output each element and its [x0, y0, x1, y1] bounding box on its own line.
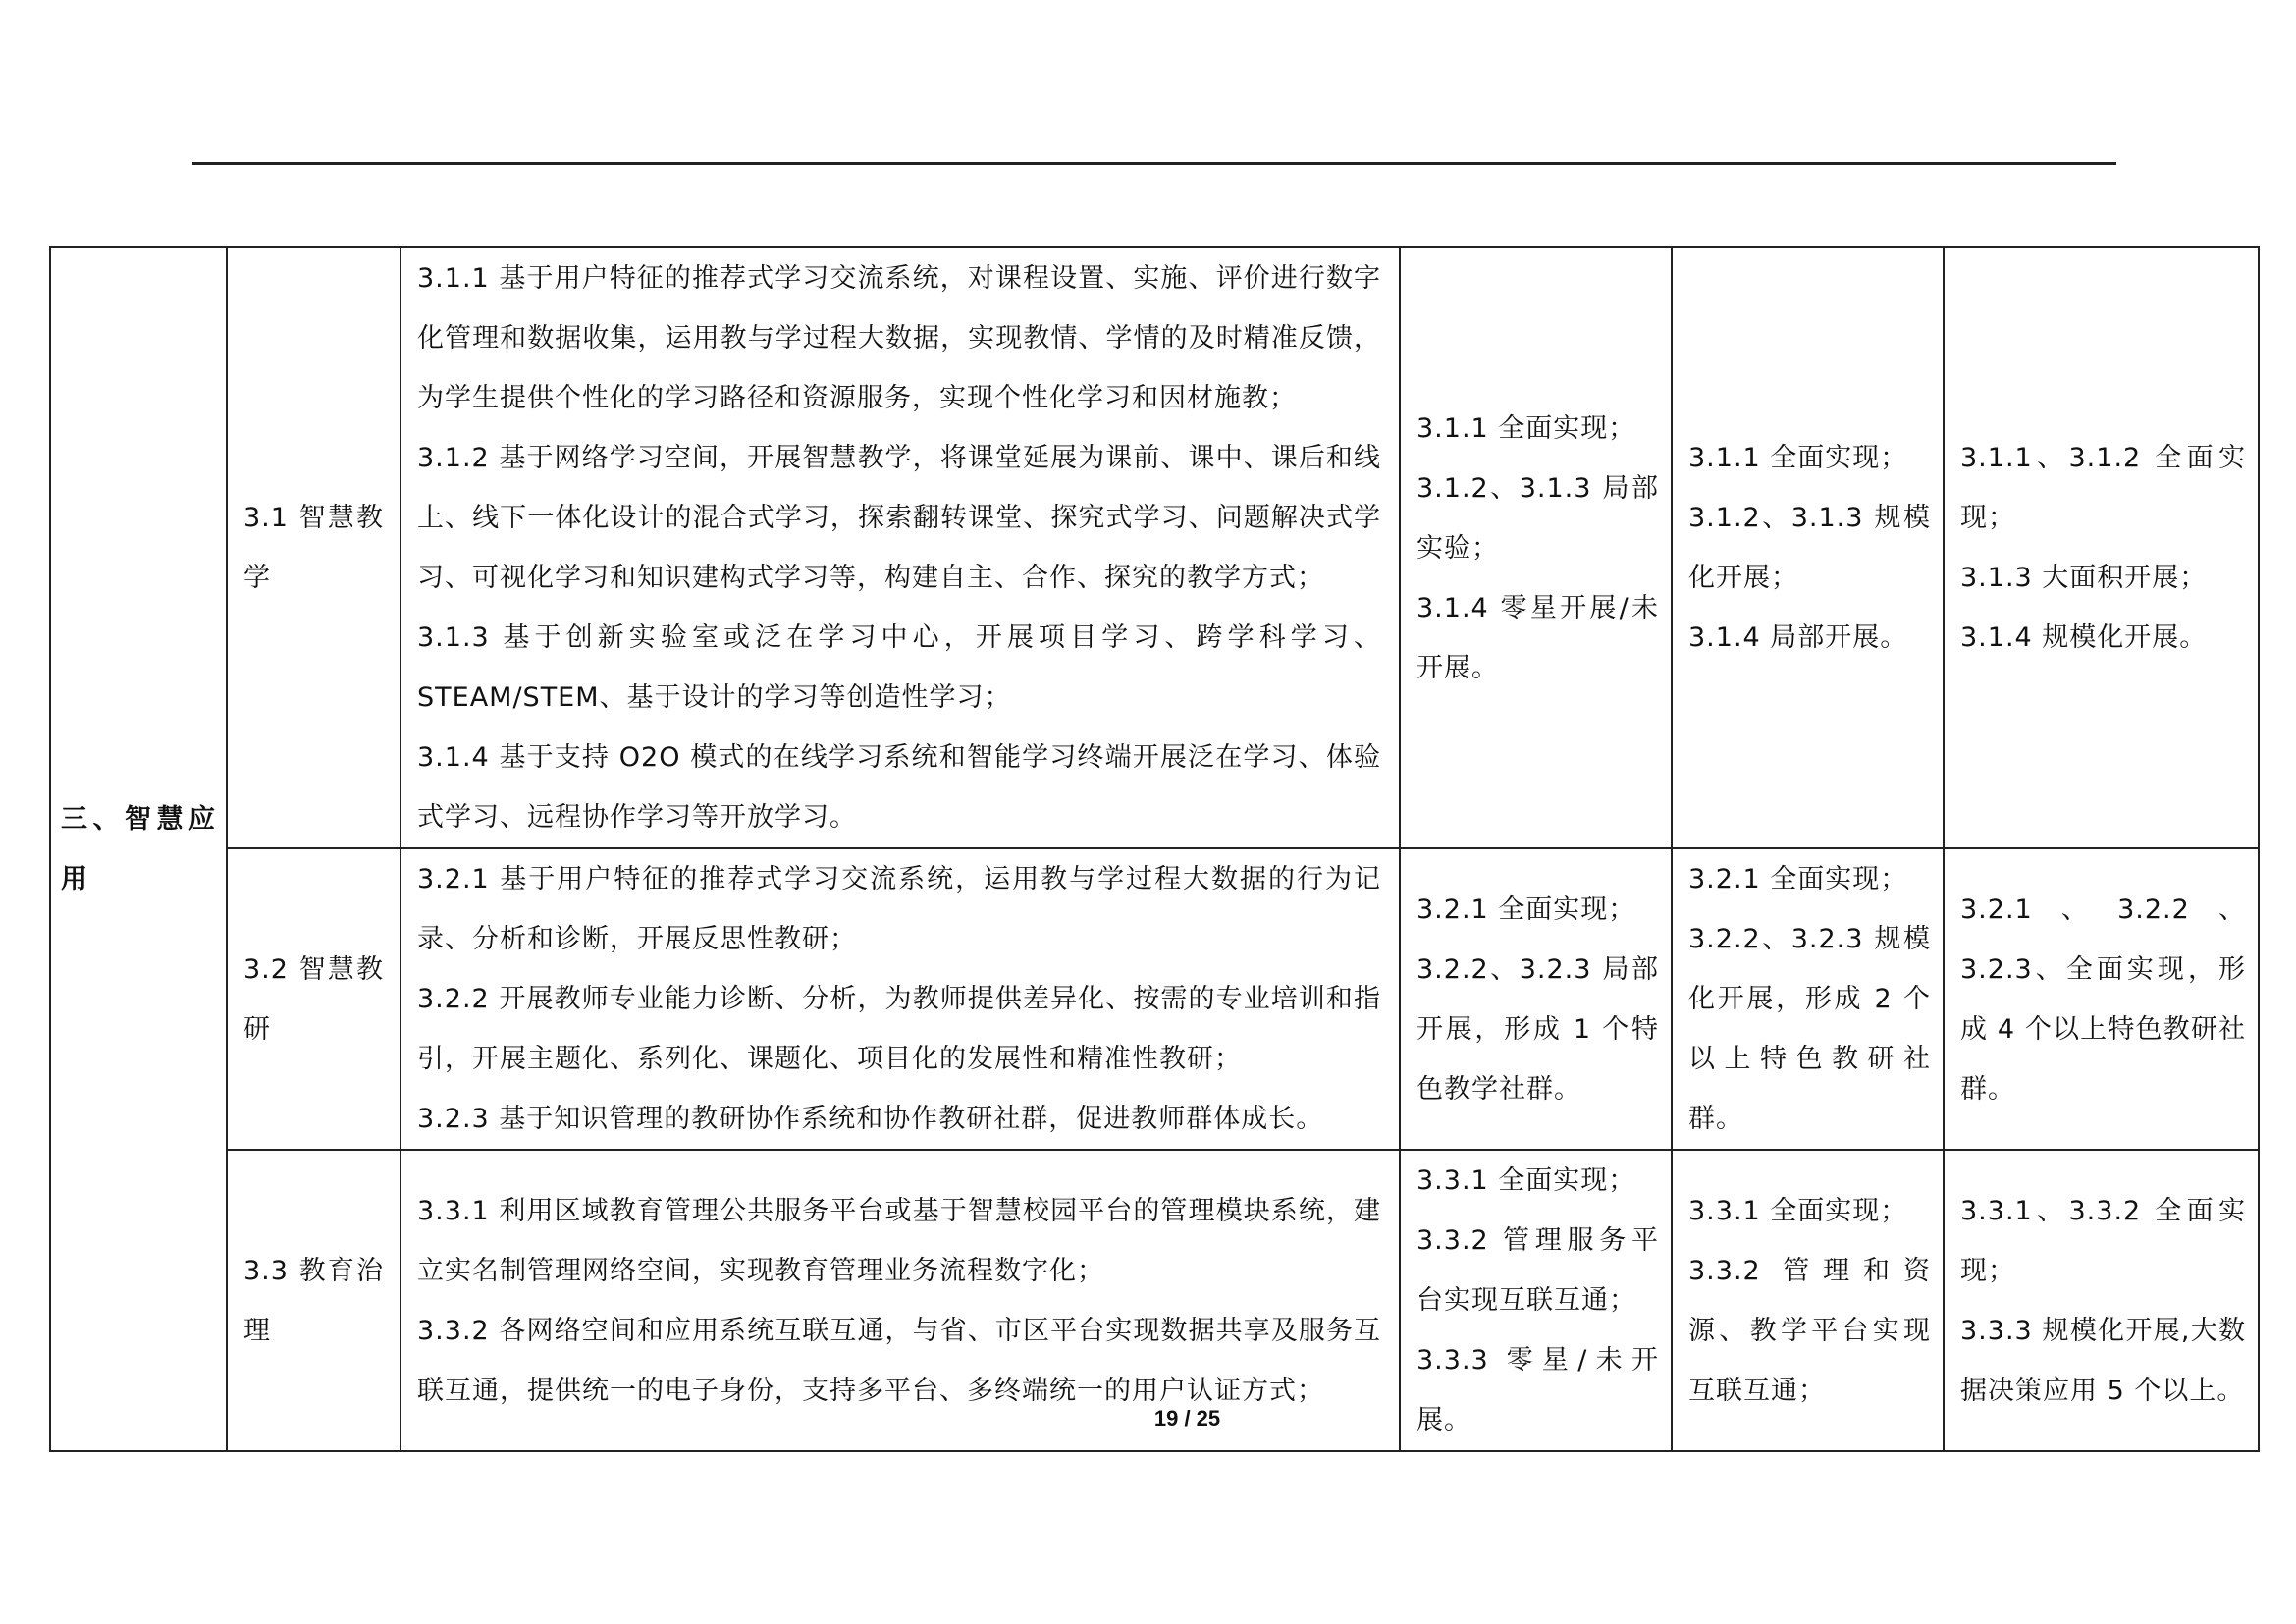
level-line: 3.1.4 局部开展。 [1688, 623, 1908, 653]
page-number: 19 / 25 [1153, 1406, 1221, 1431]
description-line: 3.2.1 基于用户特征的推荐式学习交流系统，运用教与学过程大数据的行为记录、分析和诊断，开展反思性教研； [417, 864, 1381, 954]
description-line: 3.3.1 利用区域教育管理公共服务平台或基于智慧校园平台的管理模块系统，建立实名制管理网络空间，实现教育管理业务流程数字化； [417, 1195, 1381, 1286]
level-line: 3.3.2 管理和资源、教学平台实现互联互通； [1688, 1255, 1931, 1406]
description-line: 3.1.1 基于用户特征的推荐式学习交流系统，对课程设置、实施、评价进行数字化管理和数据收集，运用教与学过程大数据，实现教情、学情的及时精准反馈，为学生提供个性化的学习路径和资源服务，实现个性化学习和因材施教； [417, 263, 1381, 413]
level1-cell [1400, 247, 1672, 848]
category-cell: 三、智慧应用 [50, 247, 227, 1451]
description-line: 3.1.4 基于支持 O2O 模式的在线学习系统和智能学习终端开展泛在学习、体验式学习、远程协作学习等开放学习。 [417, 742, 1381, 833]
description-line: 3.2.2 开展教师专业能力诊断、分析，为教师提供差异化、按需的专业培训和指引，开展主题化、系列化、课题化、项目化的发展性和精准性教研； [417, 984, 1381, 1074]
level-line: 3.2.2、3.2.3 局部开展，形成 1 个特色教学社群。 [1416, 953, 1659, 1105]
level-line: 3.1.2、3.1.3 规模化开展； [1688, 503, 1931, 593]
level1-cell [1400, 848, 1672, 1150]
description-cell [400, 848, 1400, 1150]
table-row [50, 247, 2259, 848]
level2-cell [1672, 848, 1944, 1150]
level3-cell [1944, 247, 2259, 848]
description-cell [400, 247, 1400, 848]
level-line: 3.1.3 大面积开展； [1960, 563, 2208, 593]
description-line: 3.1.2 基于网络学习空间，开展智慧教学，将课堂延展为课前、课中、课后和线上、线下一体化设计的混合式学习，探索翻转课堂、探究式学习、问题解决式学习、可视化学习和知识建构式学习等，构建自主、合作、探究的教学方式； [417, 443, 1381, 593]
header-rule [192, 162, 2116, 165]
level3-cell [1944, 848, 2259, 1150]
item-cell: 3.1 智慧教学 [227, 247, 400, 848]
level-line: 3.3.1 全面实现； [1416, 1165, 1636, 1196]
evaluation-table [49, 246, 2260, 1452]
description-line: 3.3.2 各网络空间和应用系统互联互通，与省、市区平台实现数据共享及服务互联互通，提供统一的电子身份，支持多平台、多终端统一的用户认证方式； [417, 1315, 1381, 1406]
level-line: 3.2.1 全面实现； [1416, 893, 1636, 925]
level-line: 3.3.1、3.3.2 全面实现； [1960, 1195, 2246, 1286]
level-line: 3.1.2、3.1.3 局部实验； [1416, 472, 1659, 564]
level-line: 3.1.1 全面实现； [1416, 412, 1636, 444]
level-line: 3.2.1 全面实现； [1688, 864, 1908, 894]
description-line: 3.2.3 基于知识管理的教研协作系统和协作教研社群，促进教师群体成长。 [417, 1104, 1324, 1134]
item-cell: 3.2 智慧教研 [227, 848, 400, 1150]
level-line: 3.3.3 零星/未开展。 [1416, 1345, 1659, 1435]
item-cell: 3.3 教育治理 [227, 1150, 400, 1451]
level-line: 3.2.2、3.2.3 规模化开展，形成 2 个以上特色教研社群。 [1688, 924, 1931, 1134]
level-line: 3.3.3 规模化开展,大数据决策应用 5 个以上。 [1960, 1315, 2246, 1406]
level-line: 3.2.1、3.2.2、3.2.3、全面实现，形成 4 个以上特色教研社群。 [1960, 893, 2246, 1105]
level-line: 3.1.4 零星开展/未开展。 [1416, 592, 1659, 683]
level-line: 3.1.1 全面实现； [1688, 443, 1908, 473]
table-row [50, 848, 2259, 1150]
level-line: 3.1.1、3.1.2 全面实现； [1960, 443, 2246, 533]
level-line: 3.3.1 全面实现； [1688, 1195, 1908, 1226]
level-line: 3.3.2 管理服务平台实现互联互通； [1416, 1225, 1659, 1316]
level2-cell [1672, 247, 1944, 848]
description-line: 3.1.3 基于创新实验室或泛在学习中心，开展项目学习、跨学科学习、STEAM/STEM、基于设计的学习等创造性学习； [417, 623, 1381, 713]
level-line: 3.1.4 规模化开展。 [1960, 623, 2208, 653]
